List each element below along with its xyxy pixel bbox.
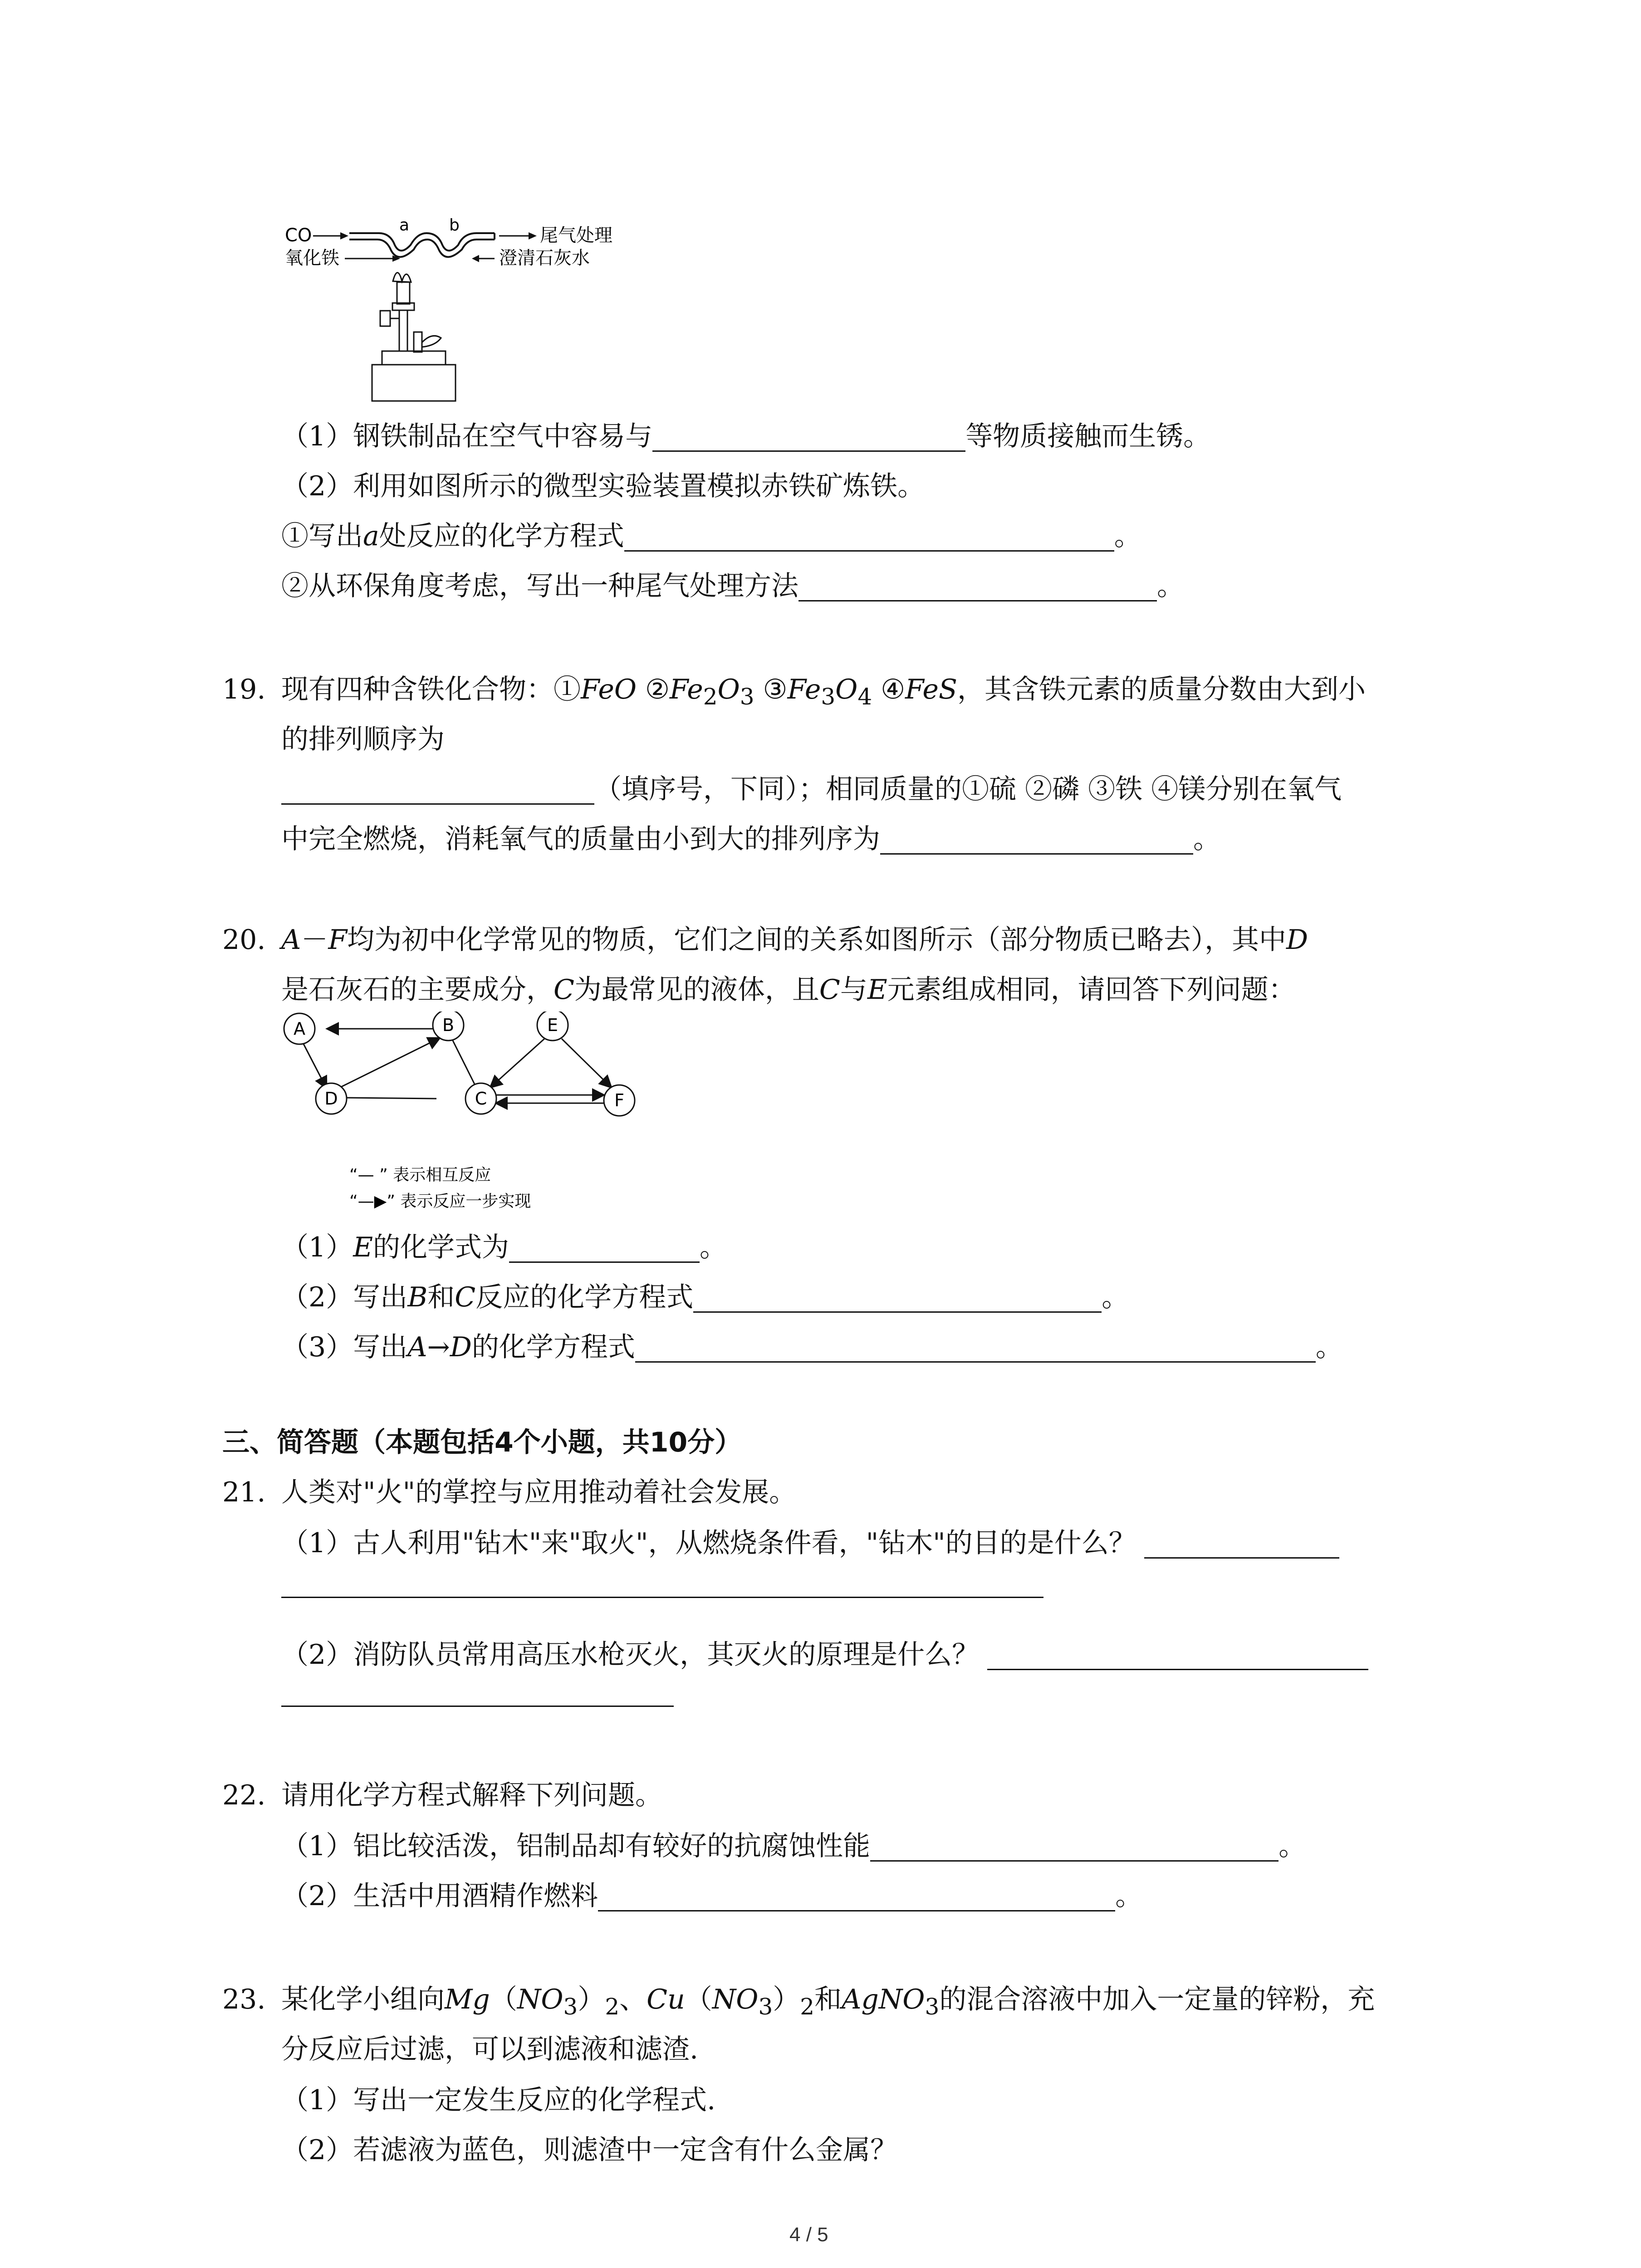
q18-part1: （1）钢铁制品在空气中容易与 等物质接触而生锈。 (281, 420, 1211, 452)
q20-line2: 是石灰石的主要成分，C为最常见的液体，且C与E元素组成相同，请回答下列问题： (281, 974, 1296, 1006)
q20-number: 20. (222, 924, 266, 956)
co-label: CO (285, 225, 312, 246)
q21-part2: （2）消防队员常用高压水枪灭火，其灭火的原理是什么？ (281, 1637, 1368, 1673)
q21-line1: 人类对"火"的掌控与应用推动着社会发展。 (281, 1476, 797, 1508)
node-d: D (324, 1089, 338, 1109)
page-number: 4 / 5 (789, 2224, 828, 2246)
q23-number: 23. (222, 1984, 266, 2015)
q19-line1: 现有四种含铁化合物：①FeO $②Fe_2O_3$ $③Fe_3O_4$ ④FeS，其含铁元素的质量分数由大到小 (281, 674, 1366, 710)
q22-part1: （1）铝比较活泼，铝制品却有较好的抗腐蚀性能 。 (281, 1830, 1306, 1862)
q20-line1: A－F均为初中化学常见的物质，它们之间的关系如图所示（部分物质已略去），其中D (281, 924, 1308, 956)
q22-number: 22. (222, 1779, 266, 1811)
node-b: B (442, 1015, 455, 1035)
node-e: E (547, 1015, 558, 1035)
q18-blank-1[interactable] (652, 424, 965, 452)
q20-part3: （3）写出A→D的化学方程式 。 (281, 1331, 1343, 1363)
q23-part2: （2）若滤液为蓝色，则滤渣中一定含有什么金属？ (281, 2134, 898, 2166)
q20-relation-diagram (281, 1012, 653, 1225)
q20-blank-2[interactable] (693, 1285, 1102, 1313)
q21-blank-1b[interactable] (281, 1592, 1043, 1598)
limewater-label: 澄清石灰水 (499, 248, 590, 269)
q23-line2: 分反应后过滤，可以到滤液和滤渣. (281, 2033, 699, 2065)
q20-blank-3[interactable] (635, 1335, 1316, 1363)
iron-smelting-apparatus-figure (281, 213, 690, 404)
q22-blank-2[interactable] (598, 1884, 1115, 1911)
node-a: A (294, 1019, 305, 1039)
q18-blank-3[interactable] (798, 574, 1157, 601)
iron-oxide-label: 氧化铁 (285, 248, 339, 269)
q18-sub2: ②从环保角度考虑，写出一种尾气处理方法 。 (281, 570, 1184, 602)
q19-line4: 中完全燃烧，消耗氧气的质量由小到大的排列序为 。 (281, 823, 1220, 855)
q23-part1: （1）写出一定发生反应的化学程式. (281, 2084, 716, 2116)
q21-blank-2a[interactable] (987, 1642, 1368, 1670)
q21-blank-2b[interactable] (281, 1701, 674, 1707)
q21-part1: （1）古人利用"钻木"来"取火"，从燃烧条件看，"钻木"的目的是什么？ (281, 1525, 1339, 1561)
q20-part2: （2）写出B和C反应的化学方程式 。 (281, 1281, 1129, 1313)
label-b: b (449, 216, 460, 235)
q18-blank-2[interactable] (624, 524, 1114, 552)
label-a: a (399, 216, 410, 235)
node-c: C (475, 1089, 487, 1109)
q20-blank-1[interactable] (509, 1235, 700, 1263)
q22-part2: （2）生活中用酒精作燃料 。 (281, 1880, 1143, 1912)
q19-line3: （填序号，下同）；相同质量的①硫 ②磷 ③铁 ④镁分别在氧气 (281, 771, 1342, 807)
q18-sub1: ①写出a处反应的化学方程式 。 (281, 520, 1141, 552)
q18-part2: （2）利用如图所示的微型实验装置模拟赤铁矿炼铁。 (281, 470, 925, 502)
q20-part1: （1）E的化学式为 。 (281, 1232, 727, 1263)
tail-gas-label: 尾气处理 (540, 225, 612, 246)
q21-blank-1a[interactable] (1144, 1531, 1339, 1559)
q19-line2: 的排列顺序为 (281, 723, 445, 755)
legend-one-step: “—▶” 表示反应一步实现 (349, 1192, 531, 1211)
q19-number: 19. (222, 674, 266, 705)
q22-line1: 请用化学方程式解释下列问题。 (281, 1779, 662, 1811)
node-f: F (614, 1090, 624, 1110)
q23-line1: 某化学小组向$Mg(NO_3)_2$、$Cu(NO_3)_2$和AgNO$_3$的混合溶液中加入一定量的锌粉，充 (281, 1984, 1375, 2020)
q21-number: 21. (222, 1476, 266, 1508)
section-3-heading: 三、简答题（本题包括4个小题，共10分） (222, 1427, 742, 1458)
q19-blank-2[interactable] (880, 827, 1193, 855)
legend-mutual-reaction: “— ” 表示相互反应 (349, 1166, 491, 1184)
q22-blank-1[interactable] (870, 1834, 1279, 1862)
q19-blank-1[interactable] (281, 777, 594, 805)
